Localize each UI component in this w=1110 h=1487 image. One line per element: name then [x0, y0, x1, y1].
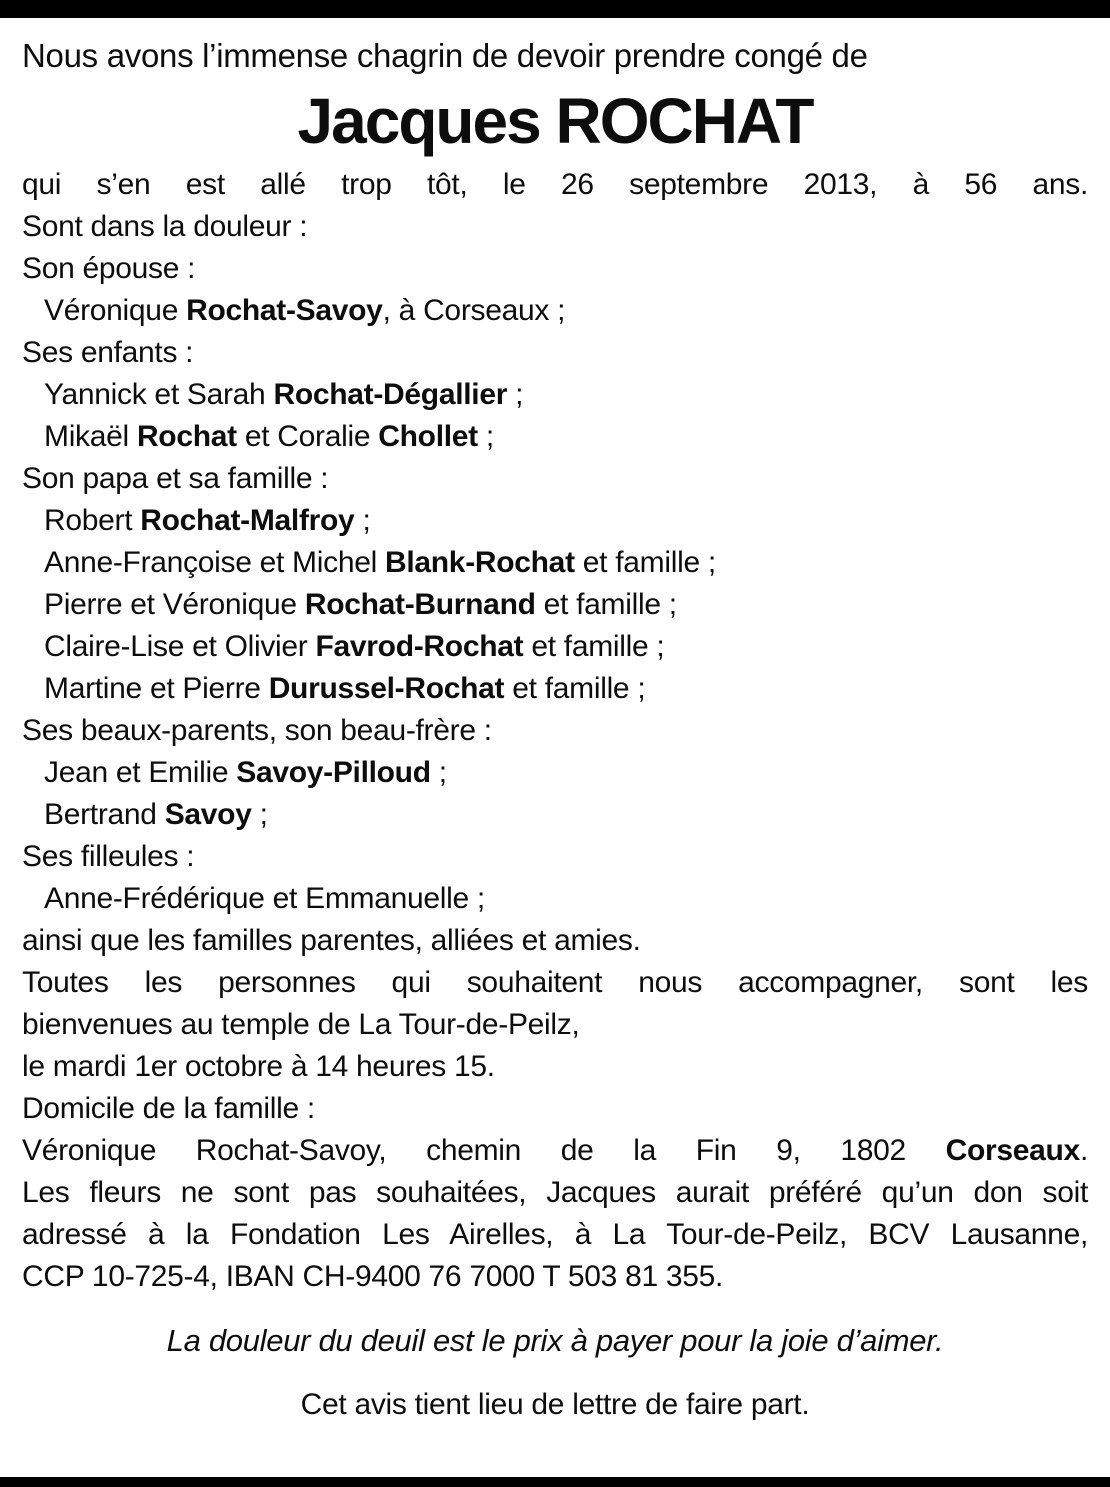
line-text: Anne-Françoise et Michel: [44, 546, 385, 579]
line-text: Cet avis tient lieu de lettre de faire part.: [300, 1388, 810, 1421]
line-text: Ses beaux-parents, son beau-frère :: [22, 714, 492, 747]
line-text: Ses enfants :: [22, 336, 194, 369]
surname-bold: Blank-Rochat: [385, 546, 575, 579]
line-text: ;: [477, 420, 494, 453]
surname-bold: Durussel-Rochat: [268, 672, 505, 705]
surname-bold: Savoy-Pilloud: [236, 756, 431, 789]
surname-bold: Savoy: [164, 798, 252, 831]
notice-line: [22, 290, 1088, 332]
notice-line: [22, 1130, 1088, 1172]
obituary-notice: [0, 34, 1110, 1426]
line-text: Toutes les personnes qui souhaitent nous accompagner, sont les: [22, 966, 1088, 999]
surname-bold: Rochat-Dégallier: [273, 378, 508, 411]
notice-line: [22, 920, 1088, 962]
line-text: Son papa et sa famille :: [22, 462, 329, 495]
notice-line: [22, 1088, 1088, 1130]
line-text: Robert: [44, 504, 141, 537]
deceased-name: Jacques ROCHAT: [297, 85, 813, 157]
notice-line: [22, 206, 1088, 248]
line-text: La douleur du deuil est le prix à payer pour la joie d’aimer.: [166, 1323, 944, 1358]
notice-line: [22, 332, 1088, 374]
notice-line: [22, 626, 1088, 668]
notice-line: [22, 1320, 1088, 1362]
line-text: et famille ;: [504, 672, 646, 705]
line-text: le mardi 1er octobre à 14 heures 15.: [22, 1050, 495, 1083]
notice-line: [22, 458, 1088, 500]
surname-bold: Favrod-Rochat: [315, 630, 524, 663]
line-text: ainsi que les familles parentes, alliées et amies.: [22, 924, 641, 957]
line-text: Yannick et Sarah: [44, 378, 274, 411]
line-text: et Coralie: [236, 420, 379, 453]
notice-line: [22, 374, 1088, 416]
notice-body: [22, 164, 1088, 1426]
notice-line: [22, 836, 1088, 878]
notice-line: [22, 542, 1088, 584]
line-text: ;: [430, 756, 447, 789]
line-text: et famille ;: [574, 546, 716, 579]
notice-line: [22, 416, 1088, 458]
notice-line: [22, 1384, 1088, 1426]
notice-line: [22, 584, 1088, 626]
intro-text: Nous avons l’immense chagrin de devoir prendre congé de: [22, 37, 868, 74]
line-text: Jean et Emilie: [44, 756, 237, 789]
notice-line: [22, 1004, 1088, 1046]
line-text: et famille ;: [523, 630, 665, 663]
line-text: Mikaël: [44, 420, 137, 453]
line-text: ;: [354, 504, 371, 537]
notice-line: [22, 1046, 1088, 1088]
surname-bold: Rochat-Malfroy: [140, 504, 355, 537]
notice-line: [22, 164, 1088, 206]
line-text: Véronique Rochat-Savoy, chemin de la Fin 9, 1802: [22, 1134, 946, 1167]
line-text: ;: [251, 798, 268, 831]
line-text: adressé à la Fondation Les Airelles, à La Tour-de-Peilz, BCV Lausanne,: [22, 1218, 1088, 1251]
notice-line: [22, 1172, 1088, 1214]
line-text: Martine et Pierre: [44, 672, 269, 705]
notice-line: [22, 248, 1088, 290]
notice-line: [22, 500, 1088, 542]
surname-bold: Rochat: [136, 420, 237, 453]
surname-bold: Corseaux: [945, 1134, 1080, 1167]
line-text: Ses filleules :: [22, 840, 195, 873]
line-text: Véronique: [44, 294, 187, 327]
bottom-border-bar: [0, 1477, 1110, 1487]
notice-line: [22, 1214, 1088, 1256]
line-text: qui s’en est allé trop tôt, le 26 septembre 2013, à 56 ans.: [22, 168, 1088, 201]
line-text: Domicile de la famille :: [22, 1092, 315, 1125]
line-text: Claire-Lise et Olivier: [44, 630, 316, 663]
notice-line: [22, 668, 1088, 710]
surname-bold: Chollet: [378, 420, 478, 453]
line-text: CCP 10-725-4, IBAN CH-9400 76 7000 T 503 81 355.: [22, 1260, 724, 1293]
notice-line: [22, 1256, 1088, 1298]
notice-line: [22, 794, 1088, 836]
surname-bold: Rochat-Burnand: [304, 588, 536, 621]
line-text: Pierre et Véronique: [44, 588, 305, 621]
notice-line: [22, 878, 1088, 920]
line-text: .: [1079, 1134, 1088, 1167]
line-text: Bertrand: [44, 798, 165, 831]
notice-line: [22, 710, 1088, 752]
line-text: Sont dans la douleur :: [22, 210, 308, 243]
line-text: Son épouse :: [22, 252, 196, 285]
surname-bold: Rochat-Savoy: [186, 294, 383, 327]
notice-line: [22, 752, 1088, 794]
line-text: Les fleurs ne sont pas souhaitées, Jacques aurait préféré qu’un don soit: [22, 1176, 1088, 1209]
line-text: Anne-Frédérique et Emmanuelle ;: [44, 882, 485, 915]
top-border-bar: [0, 0, 1110, 18]
line-text: et famille ;: [535, 588, 677, 621]
line-text: bienvenues au temple de La Tour-de-Peilz,: [22, 1008, 580, 1041]
line-text: ;: [507, 378, 524, 411]
notice-line: [22, 962, 1088, 1004]
line-text: , à Corseaux ;: [382, 294, 566, 327]
